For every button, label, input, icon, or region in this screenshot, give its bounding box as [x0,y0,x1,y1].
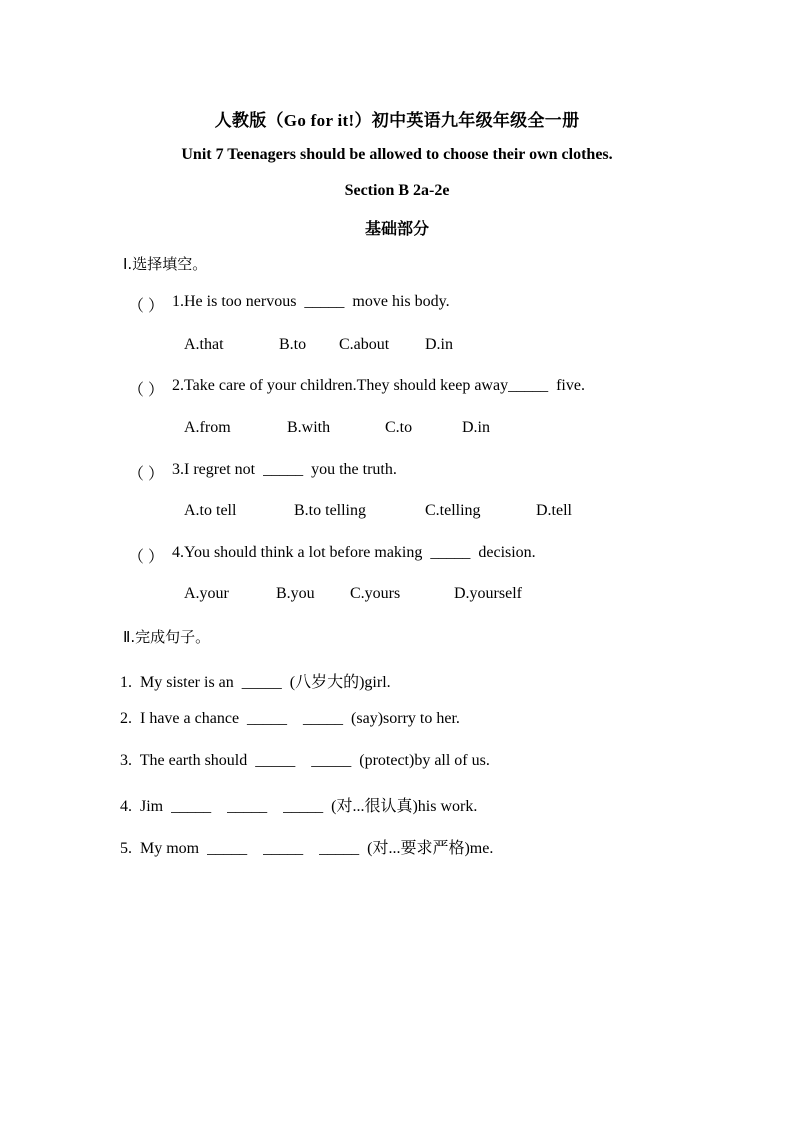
q4-option-a: A.your [184,585,229,602]
question-3: 3.I regret not _____ you the truth. [172,461,397,478]
answer-paren-3: （ ） [128,466,165,483]
question-2: 2.Take care of your children.They should keep away_____ five. [172,377,585,394]
sentence-2: 2. I have a chance _____ _____ (say)sorry to her. [120,710,460,727]
q3-option-a: A.to tell [184,502,237,519]
q2-option-a: A.from [184,419,231,436]
answer-paren-2: （ ） [128,382,165,399]
part1-heading: Ⅰ.选择填空。 [123,255,208,273]
part-label: 基础部分 [364,219,429,238]
sentence-4: 4. Jim _____ _____ _____ (对...很认真)his work. [120,798,478,815]
page-title: 人教版（Go for it!）初中英语九年级年级全一册 [214,111,580,130]
q1-option-d: D.in [425,336,453,353]
q1-option-a: A.that [184,336,224,353]
q3-option-c: C.telling [425,502,481,519]
unit-subtitle: Unit 7 Teenagers should be allowed to choose their own clothes. [181,146,613,163]
q3-option-b: B.to telling [294,502,366,519]
sentence-5: 5. My mom _____ _____ _____ (对...要求严格)me. [120,840,494,857]
q3-option-d: D.tell [536,502,572,519]
q1-option-b: B.to [279,336,307,353]
sentence-1: 1. My sister is an _____ (八岁大的)girl. [120,674,391,691]
q4-option-b: B.you [276,585,315,602]
question-4: 4.You should think a lot before making _____ decision. [172,544,536,561]
q2-option-b: B.with [287,419,331,436]
answer-paren-4: （ ） [128,549,165,566]
q4-option-d: D.yourself [454,585,522,602]
q1-option-c: C.about [339,336,390,353]
sentence-3: 3. The earth should _____ _____ (protect)by all of us. [120,752,490,769]
q2-option-c: C.to [385,419,413,436]
q2-option-d: D.in [462,419,490,436]
q4-option-c: C.yours [350,585,401,602]
section-label: Section B 2a-2e [344,182,450,199]
answer-paren-1: （ ） [128,298,165,315]
part2-heading: Ⅱ.完成句子。 [123,628,211,646]
question-1: 1.He is too nervous _____ move his body. [172,293,450,310]
